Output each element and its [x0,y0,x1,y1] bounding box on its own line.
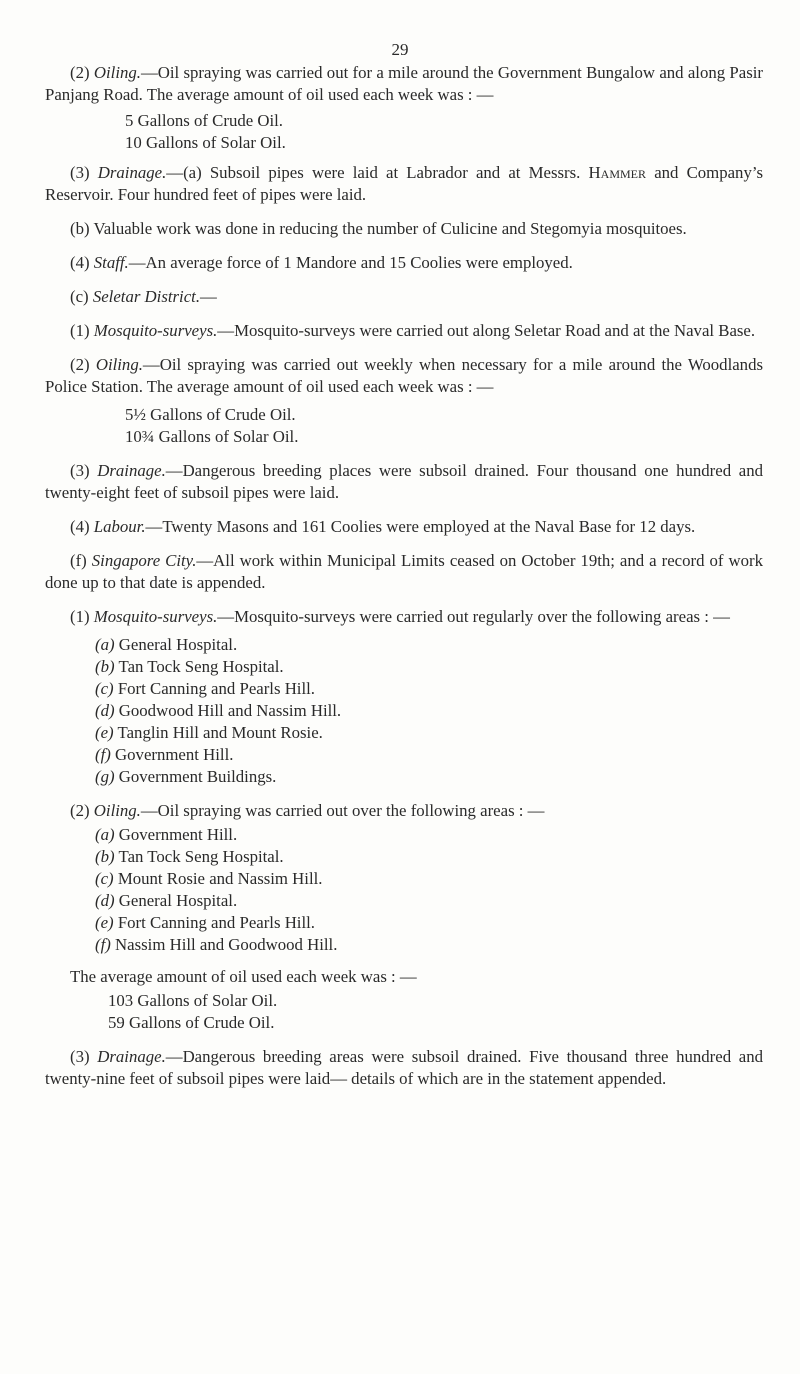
list-text: Tan Tock Seng Hospital. [118,657,284,676]
paragraph-heading: Oiling. [95,355,143,374]
list-text: Nassim Hill and Goodwood Hill. [115,935,338,954]
list-item: 5½ Gallons of Crude Oil. [125,405,296,424]
list-text: Mount Rosie and Nassim Hill. [117,869,323,888]
list-letter: (b) [95,657,115,676]
paragraph: The average amount of oil used each week was : — [70,967,417,986]
paragraph-heading: Labour. [93,517,146,536]
section-govt-oiling [45,62,763,154]
list-text: Fort Canning and Pearls Hill. [117,913,315,932]
list-text: General Hospital. [118,891,238,910]
list-item: 10¾ Gallons of Solar Oil. [125,427,299,446]
paragraph-heading: Mosquito-surveys. [93,321,218,340]
list-item: 10 Gallons of Solar Oil. [125,133,286,152]
list-item: 103 Gallons of Solar Oil. [108,991,278,1010]
paragraph [45,354,763,398]
paragraph-number: (3) [70,163,90,182]
paragraph-text: —Oil spraying was carried out for a mile around the Government Bungalow and along Pasir Panjang Road. The average amount of oil used each week was : — [45,63,763,104]
list-item [45,700,763,722]
page-number: 29 [391,40,409,59]
list-item [45,912,763,934]
list-letter: (g) [95,767,115,786]
paragraph-text: —Mosquito-surveys were carried out along Seletar Road and at the Naval Base. [217,321,756,340]
list-item [45,890,763,912]
list-item [45,744,763,766]
list-text: Tanglin Hill and Mount Rosie. [117,723,323,742]
list-item [45,868,763,890]
paragraph-number: (2) [70,801,90,820]
list-item [45,934,763,956]
list-text: Government Buildings. [118,767,277,786]
section-city-oiling [45,800,763,1034]
list-item [45,656,763,678]
paragraph [45,252,763,274]
list-text: Fort Canning and Pearls Hill. [117,679,315,698]
paragraph-text: — [200,287,217,306]
list-letter: (d) [95,891,115,910]
paragraph-number: (3) [70,1047,90,1066]
paragraph-heading: Oiling. [93,63,141,82]
list-item [45,824,763,846]
paragraph-text: —An average force of 1 Mandore and 15 Coolies were employed. [128,253,573,272]
paragraph-number: (4) [70,253,90,272]
paragraph-text: —Oil spraying was carried out weekly when necessary for a mile around the Woodlands Police Station. The average amount of oil used each week was : — [45,355,763,396]
paragraph-number: (1) [70,321,90,340]
company-name: Hammer [588,163,647,182]
list-item: 5 Gallons of Crude Oil. [125,111,284,130]
list-letter: (c) [95,679,114,698]
list-item [45,722,763,744]
paragraph-number: (4) [70,517,90,536]
paragraph-heading: Drainage. [97,163,167,182]
paragraph-number: (3) [70,461,90,480]
list-letter: (b) [95,847,115,866]
paragraph-number: (c) [70,287,89,306]
paragraph-text: —Dangerous breeding places were subsoil drained. Four thousand one hundred and twenty-eight feet of subsoil pipes were laid. [45,461,763,502]
section-seletar-oiling [45,354,763,448]
paragraph-number: (f) [70,551,87,570]
paragraph [45,62,763,106]
document-body [45,62,763,1102]
paragraph-text: —(a) Subsoil pipes were laid at Labrador and at Messrs. [166,163,581,182]
paragraph: (b) Valuable work was done in reducing the number of Culicine and Stegomyia mosquitoes. [70,219,687,238]
paragraph-text: —Mosquito-surveys were carried out regularly over the following areas : — [217,607,730,626]
list-item [45,766,763,788]
list-text: Government Hill. [115,745,234,764]
paragraph-heading: Drainage. [97,1047,166,1066]
paragraph-text: —Oil spraying was carried out over the following areas : — [140,801,545,820]
list-letter: (a) [95,825,115,844]
paragraph-text: —Twenty Masons and 161 Coolies were employed at the Naval Base for 12 days. [145,517,696,536]
paragraph-number: (2) [70,63,90,82]
list-letter: (d) [95,701,115,720]
list-text: Tan Tock Seng Hospital. [118,847,284,866]
paragraph-heading: Seletar District. [92,287,201,306]
paragraph-heading: Mosquito-surveys. [93,607,218,626]
section-city-surveys [45,606,763,788]
paragraph [45,800,763,822]
paragraph [45,606,763,628]
paragraph [45,516,763,538]
paragraph [45,1046,763,1090]
section-heading [45,286,763,308]
paragraph-heading: Staff. [93,253,129,272]
section-heading [45,550,763,594]
paragraph [45,162,763,206]
list-item [45,678,763,700]
list-text: Goodwood Hill and Nassim Hill. [118,701,342,720]
list-text: General Hospital. [118,635,238,654]
paragraph-heading: Singapore City. [91,551,197,570]
paragraph-text: —All work within Municipal Limits ceased on October 19th; and a record of work done up to that date is appended. [45,551,763,592]
list-item: 59 Gallons of Crude Oil. [108,1013,275,1032]
list-letter: (e) [95,913,114,932]
list-letter: (f) [95,935,111,954]
list-text: Government Hill. [118,825,238,844]
paragraph-heading: Oiling. [93,801,141,820]
paragraph [45,460,763,504]
list-item [45,846,763,868]
list-letter: (c) [95,869,114,888]
list-letter: (a) [95,635,115,654]
paragraph-text: —Dangerous breeding areas were subsoil drained. Five thousand three hundred and twenty-nine feet of subsoil pipes were laid— details of which are in the statement appended. [45,1047,763,1088]
list-letter: (e) [95,723,114,742]
paragraph [45,320,763,342]
list-item [45,634,763,656]
paragraph-text: and Company’s Reservoir. Four hundred feet of pipes were laid. [45,163,764,204]
paragraph-heading: Drainage. [97,461,166,480]
paragraph-number: (1) [70,607,90,626]
list-letter: (f) [95,745,111,764]
paragraph-number: (2) [70,355,90,374]
